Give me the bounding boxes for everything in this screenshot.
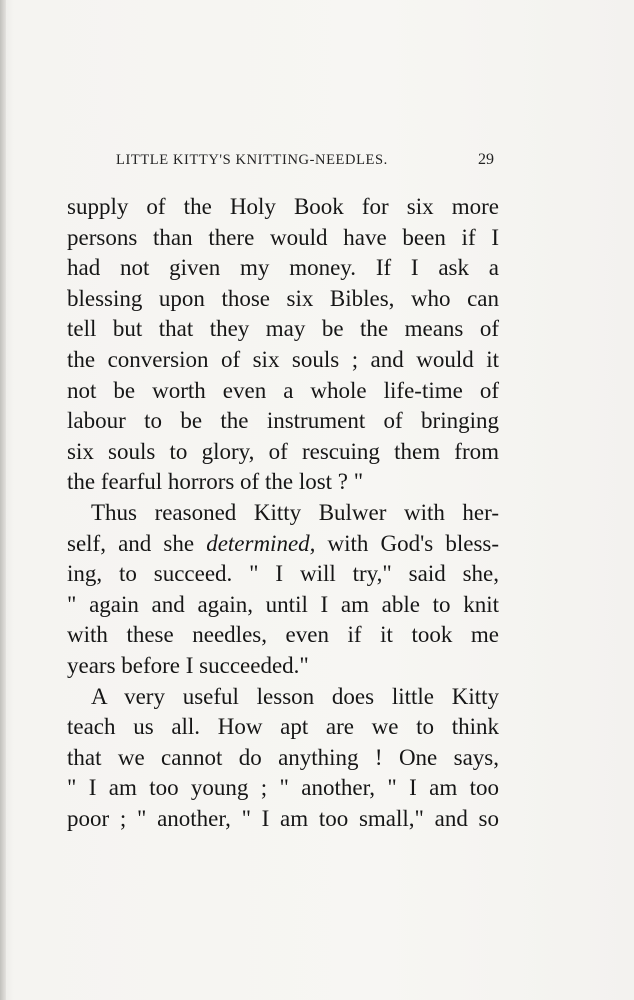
text-line: " I am too young ; " another, " I am too xyxy=(67,775,499,801)
page-number: 29 xyxy=(478,151,494,168)
text-segment: with God's bless- xyxy=(327,530,500,556)
text-line: six souls to glory, of rescuing them from xyxy=(67,438,499,464)
text-line: not be worth even a whole life-time of xyxy=(67,377,499,403)
text-segment: self, and she xyxy=(67,530,195,556)
text-line: had not given my money. If I ask a xyxy=(67,255,499,281)
paragraph-end-line: the fearful horrors of the lost ? " xyxy=(67,469,364,495)
text-line: that we cannot do anything ! One says, xyxy=(67,744,499,770)
text-line: " again and again, until I am able to knit xyxy=(67,591,499,617)
text-line: ing, to succeed. " I will try," said she, xyxy=(67,561,499,587)
text-line: teach us all. How apt are we to think xyxy=(67,714,499,740)
running-title: LITTLE KITTY'S KNITTING-NEEDLES. xyxy=(116,152,388,168)
paragraph-start-line: A very useful lesson does little Kitty xyxy=(91,683,499,709)
italic-word: determined, xyxy=(206,530,316,556)
text-line: with these needles, even if it took me xyxy=(67,622,499,648)
text-line: blessing upon those six Bibles, who can xyxy=(67,285,499,311)
text-line: labour to be the instrument of bringing xyxy=(67,408,499,434)
paragraph-end-line: years before I succeeded." xyxy=(67,652,309,678)
paragraph-start-line: Thus reasoned Kitty Bulwer with her- xyxy=(91,499,499,525)
page-spine-shadow xyxy=(0,0,6,1000)
text-line: poor ; " another, " I am too small," and so xyxy=(67,805,499,831)
body-text xyxy=(67,192,499,834)
text-line: supply of the Holy Book for six more xyxy=(67,194,499,219)
text-line-with-italic xyxy=(67,529,499,560)
text-line: persons than there would have been if I xyxy=(67,224,499,250)
text-line: tell but that they may be the means of xyxy=(67,316,499,342)
text-line: the conversion of six souls ; and would it xyxy=(67,346,499,372)
